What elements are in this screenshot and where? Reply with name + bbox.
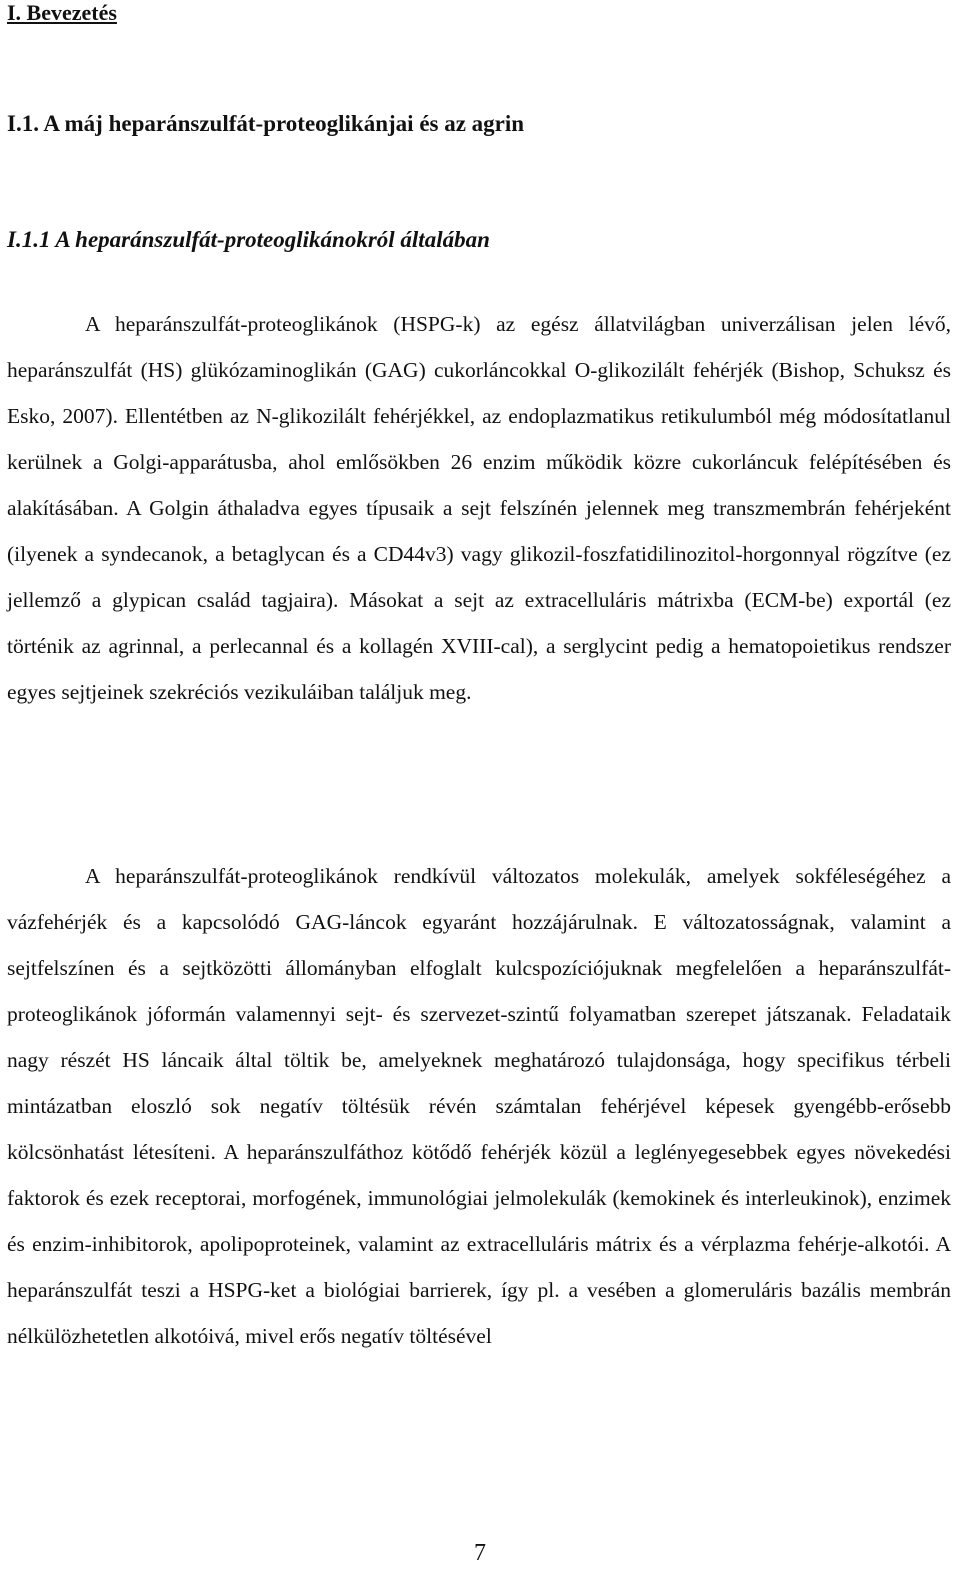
body-paragraph-2: A heparánszulfát-proteoglikánok rendkívül változatos molekulák, amelyek sokféleségéhez a vázfehérjék és a kapcsolódó GAG-láncok egyaránt hozzájárulnak. E változatosságnak, valamint a sejtfelszínen és a sejtközötti állományban elfoglalt kulcspozíciójuknak megfelelően a heparánszulfát-proteoglikánok jóformán valamennyi sejt- és szervezet-szintű folyamatban szerepet játszanak. Feladataik nagy részét HS láncaik által töltik be, amelyeknek meghatározó tulajdonsága, hogy specifikus térbeli mintázatban eloszló sok negatív töltésük révén számtalan fehérjével képesek gyengébb-erősebb kölcsönhatást létesíteni. A heparánszulfáthoz kötődő fehérjék közül a leglényegesebbek egyes növekedési faktorok és ezek receptorai, morfogének, immunológiai jelmolekulák (kemokinek és interleukinok), enzimek és enzim-inhibitorok, apolipoproteinek, valamint az extracelluláris mátrix és a vérplazma fehérje-alkotói. A heparánszulfát teszi a HSPG-ket a biológiai barrierek, így pl. a vesében a glomeruláris bazális membrán nélkülözhetetlen alkotóivá, mivel erős negatív töltésével	[7, 864, 951, 1348]
page-number: 7	[474, 1540, 486, 1566]
subsection-title: I.1.1 A heparánszulfát-proteoglikánokról általában	[7, 227, 490, 252]
chapter-title: I. Bevezetés	[7, 0, 117, 25]
body-paragraph-1: A heparánszulfát-proteoglikánok (HSPG-k) az egész állatvilágban univerzálisan jelen lévő, heparánszulfát (HS) glükózaminoglikán (GAG) cukorláncokkal O-glikozilált fehérjék (Bishop, Schuksz és Esko, 2007). Ellentétben az N-glikozilált fehérjékkel, az endoplazmatikus retikulumból még módosítatlanul kerülnek a Golgi-apparátusba, ahol emlősökben 26 enzim működik közre cukorláncuk felépítésében és alakításában. A Golgin áthaladva egyes típusaik a sejt felszínén jelennek meg transzmembrán fehérjeként (ilyenek a syndecanok, a betaglycan és a CD44v3) vagy glikozil-foszfatidilinozitol-horgonnyal rögzítve (ez jellemző a glypican család tagjaira). Másokat a sejt az extracelluláris mátrixba (ECM-be) exportál (ez történik az agrinnal, a perlecannal és a kollagén XVIII-cal), a serglycint pedig a hematopoietikus rendszer egyes sejtjeinek szekréciós vezikuláiban találjuk meg.	[7, 312, 951, 704]
section-title: I.1. A máj heparánszulfát-proteoglikánjai és az agrin	[7, 111, 525, 136]
